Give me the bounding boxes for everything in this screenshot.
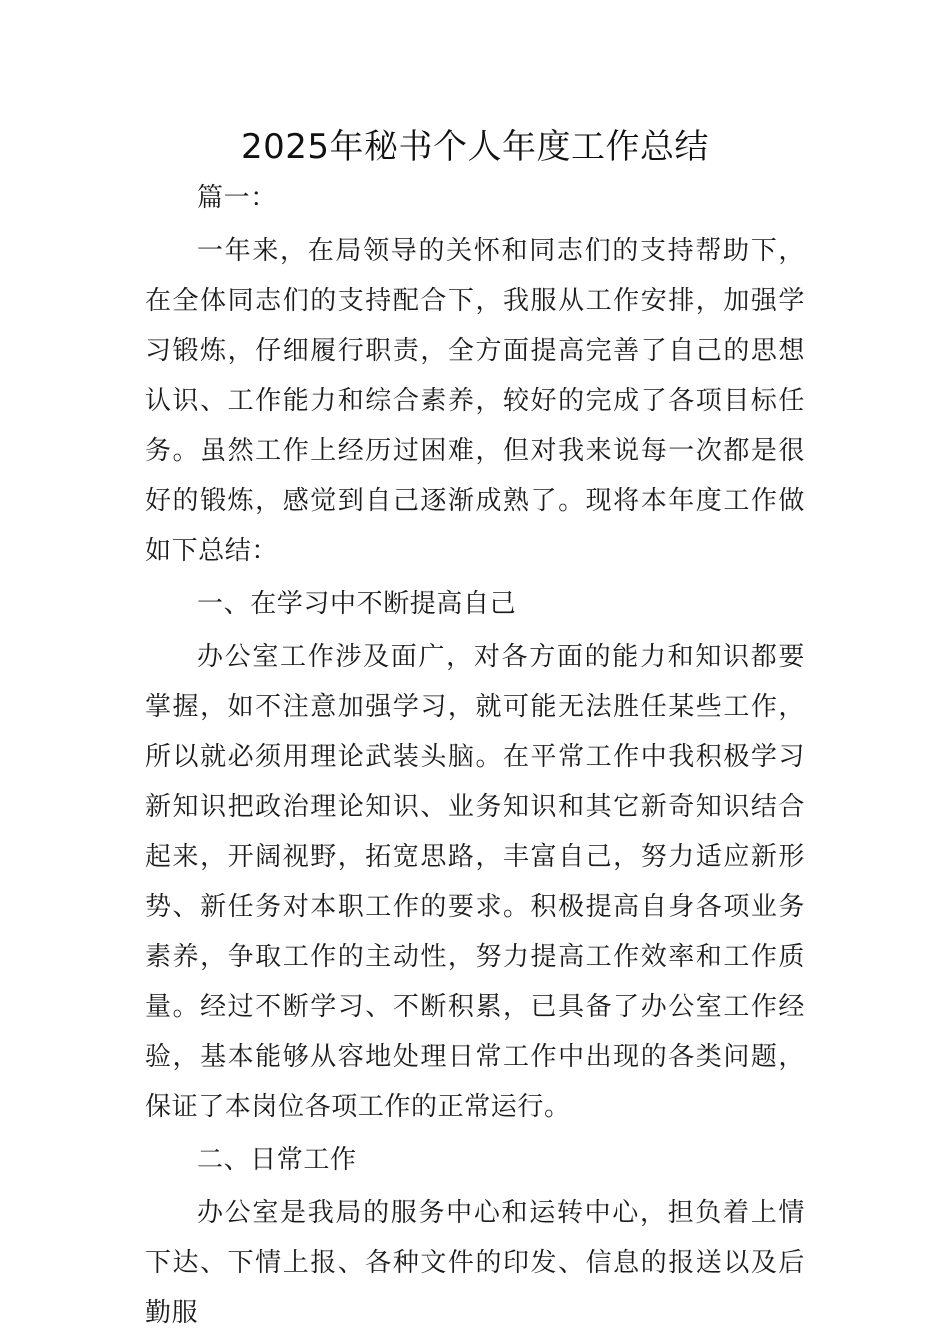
intro-paragraph: 一年来，在局领导的关怀和同志们的支持帮助下，在全体同志们的支持配合下，我服从工作安排，加强学习锻炼，仔细履行职责，全方面提高完善了自己的思想认识、工作能力和综合素养，较好的完成了各项目标任务。虽然工作上经历过困难，但对我来说每一次都是很好的锻炼，感觉到自己逐渐成熟了。现将本年度工作做如下总结： [145, 236, 805, 566]
section-label: 篇一： [197, 183, 277, 213]
daily-work-paragraph: 办公室是我局的服务中心和运转中心，担负着上情下达、下情上报、各种文件的印发、信息的报送以及后勤服 [145, 1198, 805, 1328]
heading-study: 一、在学习中不断提高自己 [197, 589, 517, 619]
document-title: 2025年秘书个人年度工作总结 [240, 127, 710, 167]
heading-daily-work: 二、日常工作 [197, 1145, 357, 1175]
document-body [145, 173, 805, 1341]
study-paragraph: 办公室工作涉及面广，对各方面的能力和知识都要掌握，如不注意加强学习，就可能无法胜任某些工作，所以就必须用理论武装头脑。在平常工作中我积极学习新知识把政治理论知识、业务知识和其它新奇知识结合起来，开阔视野，拓宽思路，丰富自己，努力适应新形势、新任务对本职工作的要求。积极提高自身各项业务素养，争取工作的主动性，努力提高工作效率和工作质量。经过不断学习、不断积累，已具备了办公室工作经验，基本能够从容地处理日常工作中出现的各类问题，保证了本岗位各项工作的正常运行。 [145, 642, 805, 1122]
